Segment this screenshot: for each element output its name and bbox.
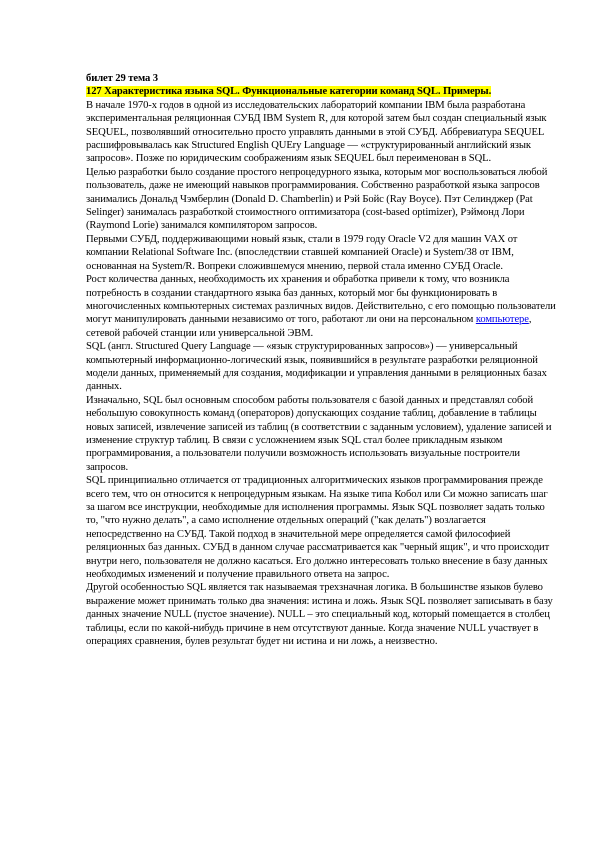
paragraph-standard (86, 273, 556, 340)
ticket-label: билет 29 тема 3 (86, 73, 158, 84)
document-page (86, 72, 556, 648)
paragraph-standard-text-2: , сетевой рабочей станции или универсальной ЭВМ. (86, 314, 532, 339)
heading-line (86, 85, 556, 98)
paragraph-history: В начале 1970-х годов в одной из исследовательских лабораторий компании IBM была разработана экспериментальная реляционная СУБД IBM System R, для которой затем был создан специальный язык SEQUEL, позволявший относительно просто управлять данными в этой СУБД. Аббревиатура SEQUEL расшифровывалась как Structured English QUEry Language — «структурированный английский язык запросов». Позже по юридическим соображениям язык SEQUEL был переименован в SQL. (86, 99, 547, 165)
paragraph-first-dbms: Первыми СУБД, поддерживающими новый язык, стали в 1979 году Oracle V2 для машин VAX от компании Relational Software Inc. (впоследствии ставшей компанией Oracle) и System/38 от IBM, основанная на System/R. Вопреки сложившемуся мнению, первой стала именно СУБД Oracle. (86, 233, 518, 272)
paragraph-standard-text-1: Рост количества данных, необходимость их хранения и обработка привели к тому, что возникла потребность в создании стандартного языка баз данных, который мог бы функционировать в многочисленных компьютерных системах различных видов. Действительно, с его помощью пользователи могут манипулировать данными независимо от того, работают ли они на персональном (86, 274, 556, 326)
computer-link[interactable]: компьютере (475, 314, 529, 326)
paragraph-nonprocedural: SQL принципиально отличается от традиционных алгоритмических языков программирования прежде всего тем, что он относится к непроцедурным языкам. На языке типа Кобол или Си можно записать шаг за шагом все инструкции, необходимые для исполнения программы. Язык SQL позволяет задать только то, "что нужно делать", а само исполнение отдельных операций ("как делать") возлагается непосредственно на СУБД. Такой подход в значительной мере определяется самой философией реляционных баз данных. СУБД в данном случае рассматривается как "черный ящик", и что происходит внутри него, пользователя не должно касаться. Его должно интересовать только внесение в базу данных необходимых изменений и получение правильного ответа на запрос. (86, 475, 550, 581)
paragraph-three-valued-logic: Другой особенностью SQL является так называемая трехзначная логика. В большинстве языков булево выражение может принимать только два значения: истина и ложь. Язык SQL позволяет записывать в базу данных значение NULL (пустое значение). NULL – это специальный код, который помещается в столбец таблицы, если по какой-нибудь причине в нем отсутствуют данные. Когда значение NULL участвует в операциях сравнения, булев результат будет ни истина и ни ложь, а неизвестно. (86, 582, 553, 648)
paragraph-definition: SQL (англ. Structured Query Language — «язык структурированных запросов») — универсальный компьютерный информационно-логический язык, появившийся в результате разработки реляционной модели данных, применяемый для создания, модификации и управления данными в реляционных базах данных. (86, 341, 547, 393)
section-heading: 127 Характеристика языка SQL. Функциональные категории команд SQL. Примеры. (86, 86, 492, 98)
paragraph-initial-use: Изначально, SQL был основным способом работы пользователя с базой данных и представлял собой небольшую совокупность команд (операторов) допускающих создание таблиц, добавление в таблицы новых записей, извлечение записей из таблиц (в соответствии с заданным условием), удаление записей и изменение структур таблиц. В связи с усложнением язык SQL стал более прикладным языком программирования, а пользователи получили возможность использовать визуальные построители запросов. (86, 394, 552, 473)
paragraph-goal: Целью разработки было создание простого непроцедурного языка, которым мог воспользоваться любой пользователь, даже не имеющий навыков программирования. Собственно разработкой языка запросов занимались Дональд Чэмберлин (Donald D. Chamberlin) и Рэй Бойс (Ray Boyce). Пэт Селинджер (Pat Selinger) занималась разработкой стоимостного оптимизатора (cost-based optimizer), Рэймонд Лори (Raymond Lorie) занимался компилятором запросов. (86, 166, 548, 232)
